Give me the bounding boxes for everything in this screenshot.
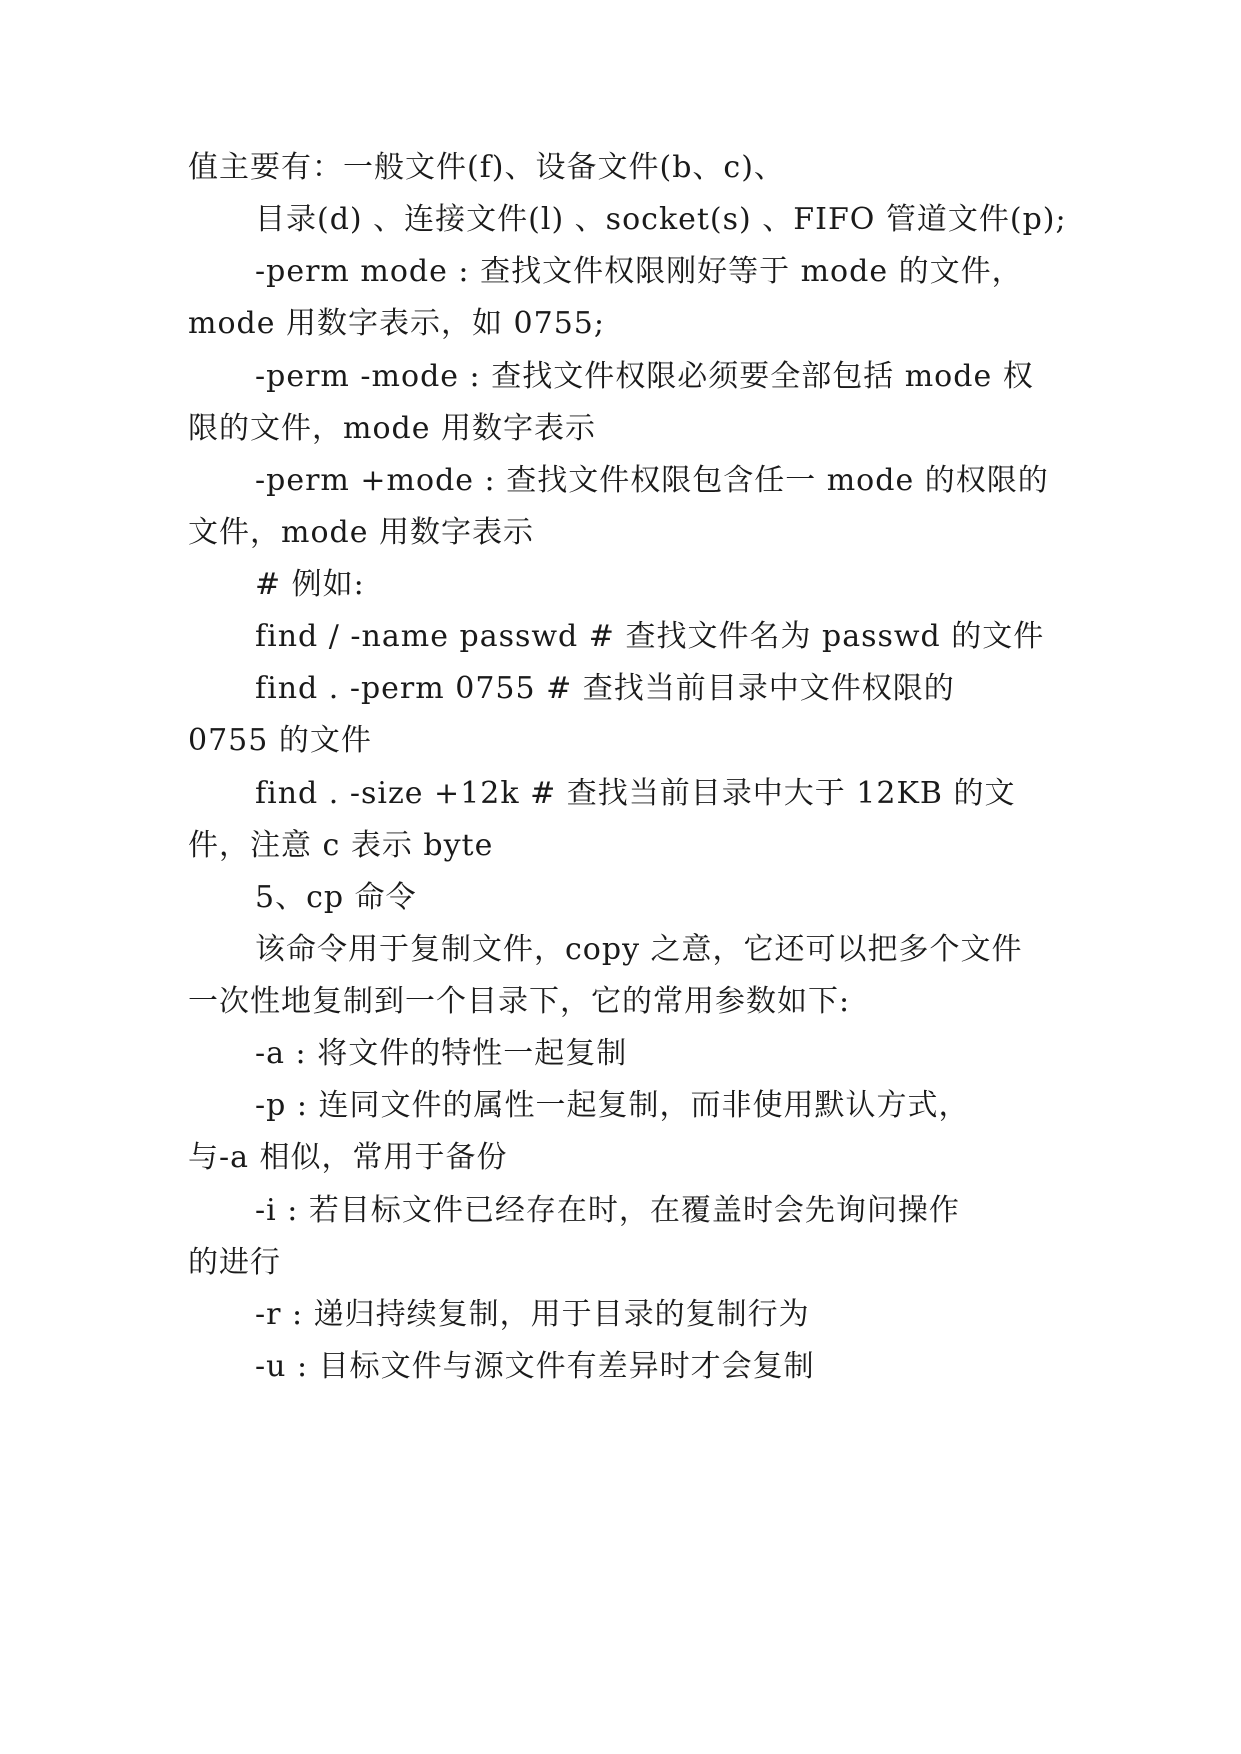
text-line-12: 0755 的文件 <box>188 723 372 758</box>
text-line-2: 目录(d) 、连接文件(l) 、socket(s) 、FIFO 管道文件(p); <box>255 202 1067 237</box>
text-line-18: -a : 将文件的特性一起复制 <box>255 1036 628 1071</box>
text-line-20: 与-a 相似，常用于备份 <box>188 1140 508 1175</box>
text-line-22: 的进行 <box>188 1245 281 1280</box>
text-line-5: -perm -mode : 查找文件权限必须要全部包括 mode 权 <box>255 359 1034 394</box>
text-line-19: -p : 连同文件的属性一起复制，而非使用默认方式， <box>255 1088 970 1123</box>
text-line-9: # 例如: <box>255 567 365 602</box>
text-line-7: -perm +mode : 查找文件权限包含任一 mode 的权限的 <box>255 463 1049 498</box>
text-line-23: -r : 递归持续复制，用于目录的复制行为 <box>255 1297 810 1332</box>
text-line-8: 文件，mode 用数字表示 <box>188 515 535 550</box>
text-line-1: 值主要有：一般文件(f)、设备文件(b、c)、 <box>188 150 785 185</box>
text-line-15: 5、cp 命令 <box>255 880 417 915</box>
text-line-11: find . -perm 0755 # 查找当前目录中文件权限的 <box>255 671 955 706</box>
text-line-3: -perm mode : 查找文件权限刚好等于 mode 的文件， <box>255 254 1023 289</box>
text-line-6: 限的文件，mode 用数字表示 <box>188 411 597 446</box>
text-line-13: find . -size +12k # 查找当前目录中大于 12KB 的文 <box>255 776 1016 811</box>
text-line-4: mode 用数字表示，如 0755; <box>188 306 605 341</box>
text-line-16: 该命令用于复制文件，copy 之意，它还可以把多个文件 <box>255 932 1023 967</box>
text-line-24: -u : 目标文件与源文件有差异时才会复制 <box>255 1349 815 1384</box>
text-line-10: find / -name passwd # 查找文件名为 passwd 的文件 <box>255 619 1045 654</box>
text-line-21: -i : 若目标文件已经存在时，在覆盖时会先询问操作 <box>255 1193 960 1228</box>
text-line-17: 一次性地复制到一个目录下，它的常用参数如下: <box>188 984 851 1019</box>
text-line-14: 件，注意 c 表示 byte <box>188 828 494 863</box>
